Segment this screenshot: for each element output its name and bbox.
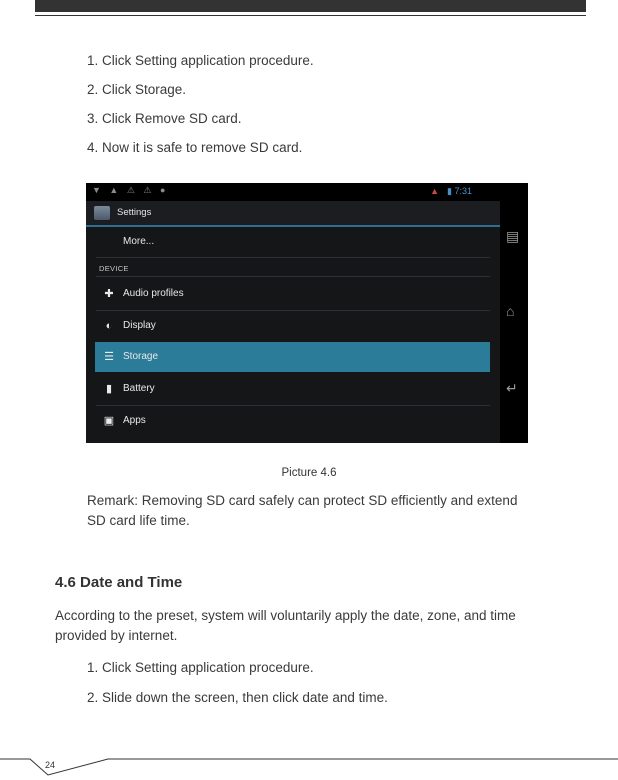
- action-bar-title: Settings: [117, 207, 152, 218]
- display-icon: ◐: [105, 320, 113, 332]
- status-icons: [430, 186, 472, 197]
- step-1: 1. Click Setting application procedure.: [87, 53, 314, 68]
- settings-item-label: Display: [123, 320, 156, 331]
- apps-icon: ▣: [103, 415, 115, 427]
- settings-item-label: More...: [123, 236, 155, 247]
- settings-item-more[interactable]: [96, 227, 490, 257]
- storage-icon: ☰: [104, 351, 114, 363]
- footer-rule: [0, 748, 618, 780]
- divider: [96, 276, 490, 277]
- notification-icons: ▼ ▲ ⚠ ⚠ ●: [92, 185, 169, 195]
- settings-item-label: Apps: [123, 415, 146, 426]
- header-rule: [35, 0, 586, 12]
- status-time: 7:31: [454, 186, 472, 196]
- settings-item-audio-profiles[interactable]: [96, 279, 490, 309]
- figure-caption: Picture 4.6: [281, 467, 337, 479]
- step-1-date-time: 1. Click Setting application procedure.: [87, 660, 314, 675]
- section-header-device: DEVICE: [99, 264, 129, 273]
- settings-item-battery[interactable]: [96, 374, 490, 404]
- battery-icon: ▮: [105, 383, 113, 395]
- home-icon[interactable]: ⌂: [506, 303, 515, 319]
- settings-item-label: Audio profiles: [123, 288, 184, 299]
- status-bar: [86, 183, 500, 201]
- remark-text: Remark: Removing SD card safely can protect SD efficiently and extend SD card life time.: [87, 493, 518, 528]
- signal-icon: ▲: [430, 186, 439, 196]
- step-2-date-time: 2. Slide down the screen, then click date and time.: [87, 690, 388, 705]
- step-2: 2. Click Storage.: [87, 82, 187, 97]
- settings-item-storage[interactable]: [95, 342, 490, 372]
- section-heading: 4.6 Date and Time: [55, 574, 183, 591]
- divider: [96, 257, 490, 258]
- recent-apps-icon[interactable]: ▤: [506, 228, 520, 244]
- settings-item-apps[interactable]: [96, 406, 490, 436]
- settings-item-display[interactable]: [96, 311, 490, 341]
- settings-app-icon: [94, 206, 110, 220]
- page-number: 24: [45, 760, 56, 770]
- section-paragraph: According to the preset, system will voluntarily apply the date, zone, and time provided by internet.: [55, 608, 516, 643]
- audio-profiles-icon: ✚: [104, 288, 114, 300]
- step-4: 4. Now it is safe to remove SD card.: [87, 140, 303, 155]
- settings-item-label: Battery: [123, 383, 155, 394]
- navigation-bar: [500, 183, 528, 443]
- back-icon[interactable]: ↵: [506, 380, 518, 396]
- settings-item-label: Storage: [123, 351, 159, 362]
- step-3: 3. Click Remove SD card.: [87, 111, 242, 126]
- action-bar: [86, 201, 500, 227]
- settings-screenshot: [86, 183, 528, 443]
- battery-status-icon: ▮: [447, 186, 452, 196]
